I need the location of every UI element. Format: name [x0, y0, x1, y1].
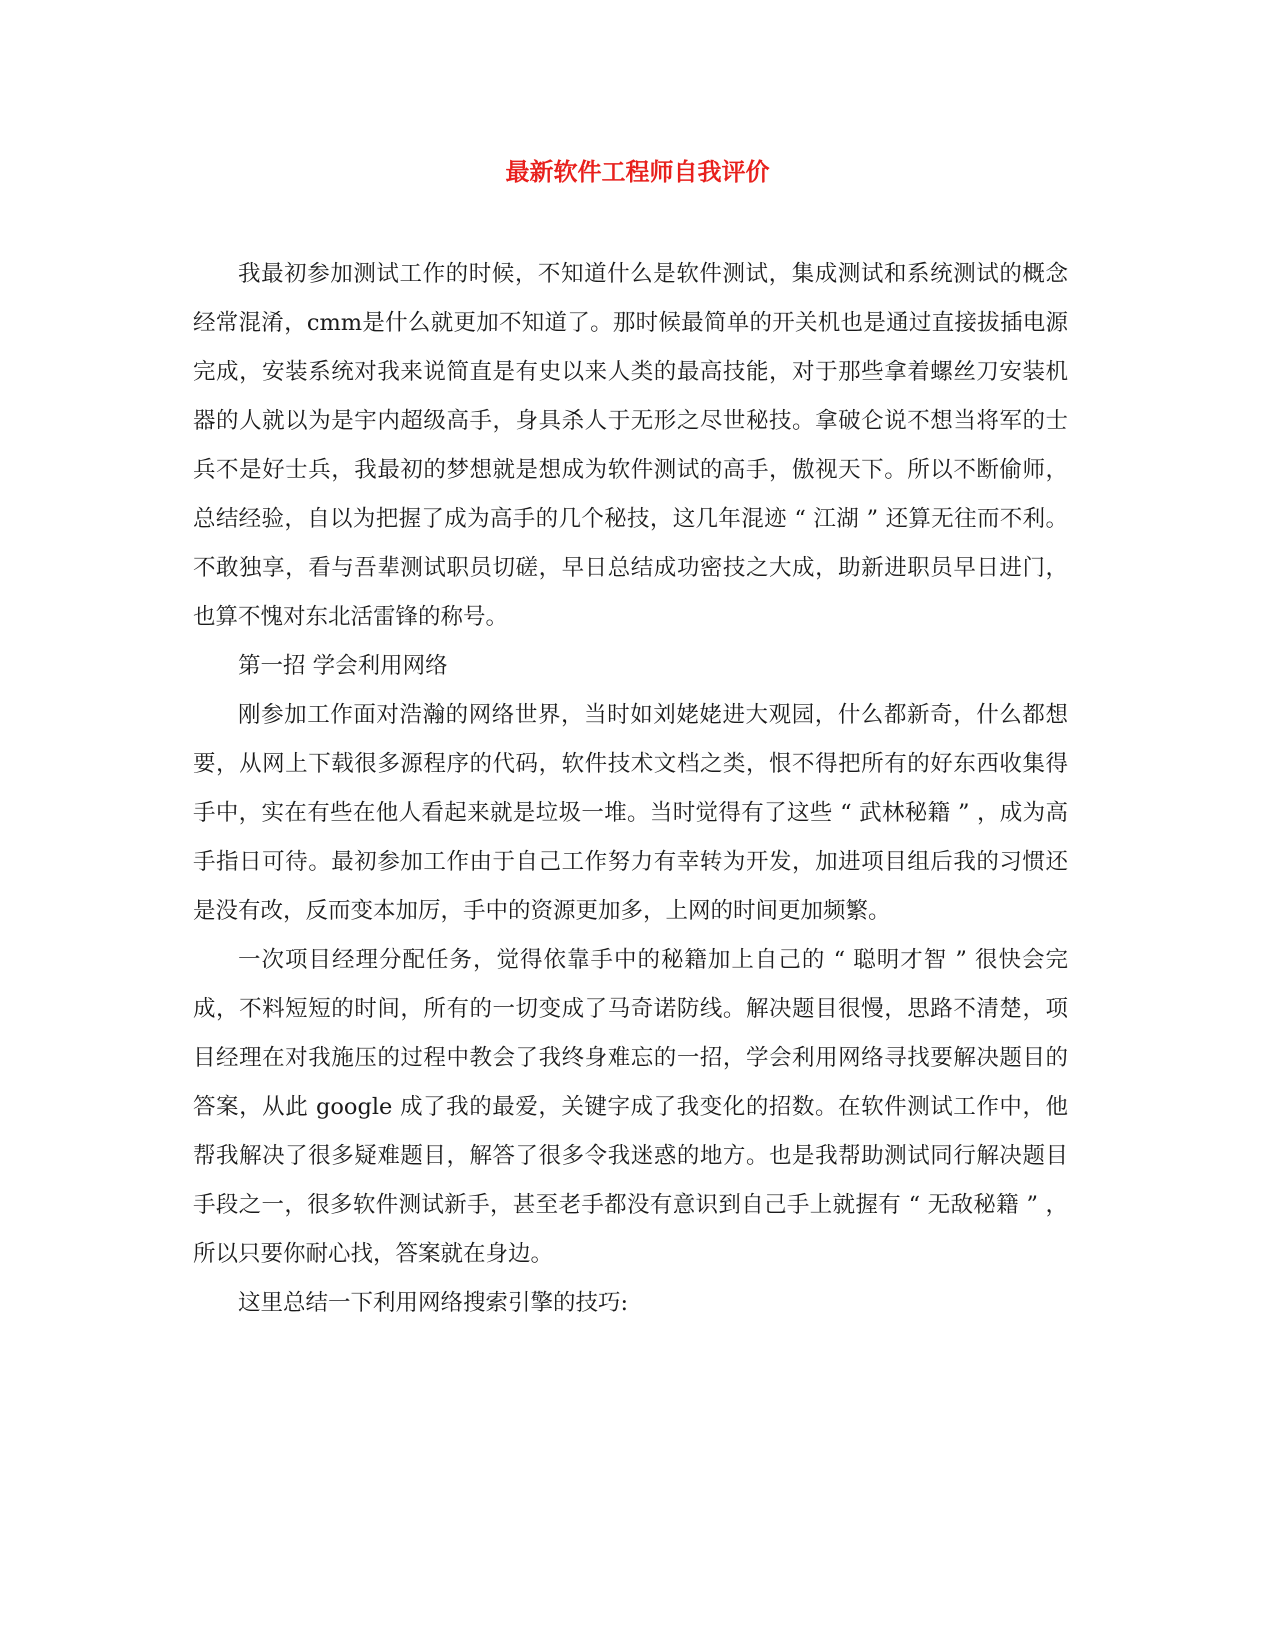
section-heading-first-move: 第一招 学会利用网络	[238, 653, 448, 679]
document-body	[193, 250, 1068, 1328]
paragraph-search-tips: 这里总结一下利用网络搜索引擎的技巧:	[238, 1290, 629, 1316]
paragraph-intro: 我最初参加测试工作的时候，不知道什么是软件测试，集成测试和系统测试的概念经常混淆，cmm是什么就更加不知道了。那时候最简单的开关机也是通过直接拔插电源完成，安装系统对我来说简直是有史以来人类的最高技能，对于那些拿着螺丝刀安装机器的人就以为是宇内超级高手，身具杀人于无形之尽世秘技。拿破仑说不想当将军的士兵不是好士兵，我最初的梦想就是想成为软件测试的高手，傲视天下。所以不断偷师，总结经验，自以为把握了成为高手的几个秘技，这几年混迹 “ 江湖 ” 还算无往而不利。不敢独享，看与吾辈测试职员切磋，早日总结成功密技之大成，助新进职员早日进门，也算不愧对东北活雷锋的称号。	[193, 261, 1068, 630]
document-title: 最新软件工程师自我评价	[505, 157, 770, 186]
paragraph-network-world: 刚参加工作面对浩瀚的网络世界，当时如刘姥姥进大观园，什么都新奇，什么都想要，从网上下载很多源程序的代码，软件技术文档之类，恨不得把所有的好东西收集得手中，实在有些在他人看起来就是垃圾一堆。当时觉得有了这些 “ 武林秘籍 ” ，成为高手指日可待。最初参加工作由于自己工作努力有幸转为开发，加进项目组后我的习惯还是没有改，反而变本加厉，手中的资源更加多，上网的时间更加频繁。	[193, 702, 1068, 924]
paragraph-project-task: 一次项目经理分配任务，觉得依靠手中的秘籍加上自己的 “ 聪明才智 ” 很快会完成，不料短短的时间，所有的一切变成了马奇诺防线。解决题目很慢，思路不清楚，项目经理在对我施压的过程中教会了我终身难忘的一招，学会利用网络寻找要解决题目的答案，从此 google 成了我的最爱，关键字成了我变化的招数。在软件测试工作中，他帮我解决了很多疑难题目，解答了很多令我迷惑的地方。也是我帮助测试同行解决题目手段之一，很多软件测试新手，甚至老手都没有意识到自己手上就握有 “ 无敌秘籍 ” ，所以只要你耐心找，答案就在身边。	[193, 947, 1068, 1267]
